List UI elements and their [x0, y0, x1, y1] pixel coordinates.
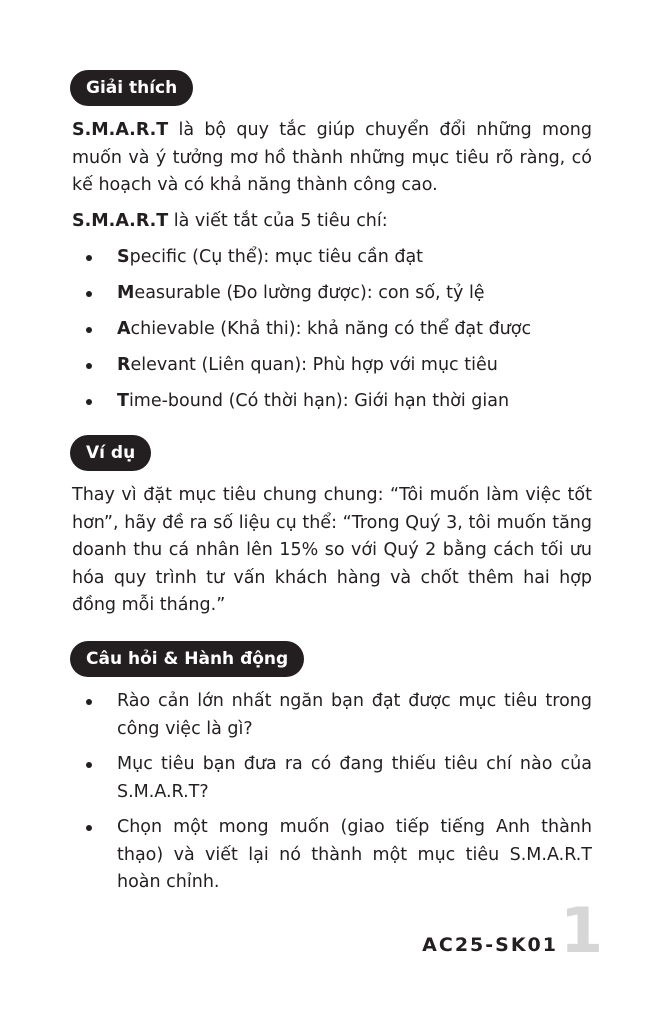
question-text: Mục tiêu bạn đưa ra có đang thiếu tiêu chí nào của S.M.A.R.T?: [117, 754, 592, 802]
bullet-icon: [86, 255, 92, 261]
list-item: [86, 688, 592, 743]
criterion-text: chievable (Khả thi): khả năng có thể đạt được: [130, 319, 532, 339]
bullet-icon: [86, 327, 92, 333]
section-heading-questions: Câu hỏi & Hành động: [70, 641, 304, 677]
criterion-letter: T: [117, 391, 129, 411]
document-code: AC25-SK01: [422, 934, 558, 956]
list-item: [86, 244, 531, 280]
explanation-paragraph: [72, 117, 592, 200]
section-heading-example: Ví dụ: [70, 435, 151, 471]
criteria-intro: [72, 208, 592, 236]
criterion-letter: S: [117, 247, 130, 267]
list-item: [86, 814, 592, 897]
bullet-icon: [86, 399, 92, 405]
question-text: Rào cản lớn nhất ngăn bạn đạt được mục tiêu trong công việc là gì?: [117, 691, 592, 739]
smart-term: S.M.A.R.T: [72, 120, 169, 140]
criterion-text: elevant (Liên quan): Phù hợp với mục tiêu: [130, 355, 498, 375]
criterion-text: pecific (Cụ thể): mục tiêu cần đạt: [129, 247, 424, 267]
smart-term: S.M.A.R.T: [72, 211, 169, 231]
criterion-letter: A: [117, 319, 131, 339]
explanation-text: là bộ quy tắc giúp chuyển đổi những mong muốn và ý tưởng mơ hồ thành những mục tiêu rõ ràng, có kế hoạch và có khả năng thành công cao.: [72, 120, 592, 195]
criteria-intro-text: là viết tắt của 5 tiêu chí:: [168, 211, 388, 231]
example-paragraph: Thay vì đặt mục tiêu chung chung: “Tôi muốn làm việc tốt hơn”, hãy đề ra số liệu cụ thể: “Trong Quý 3, tôi muốn tăng doanh thu cá nhân lên 15% so với Quý 2 bằng cách tối ưu hóa quy trình tư vấn khách hàng và chốt thêm hai hợp đồng mỗi tháng.”: [72, 485, 592, 615]
criterion-text: easurable (Đo lường được): con số, tỷ lệ: [134, 283, 485, 303]
criterion-text: ime-bound (Có thời hạn): Giới hạn thời gian: [128, 391, 510, 411]
section-heading-explanation: Giải thích: [70, 70, 193, 106]
question-text: Chọn một mong muốn (giao tiếp tiếng Anh thành thạo) và viết lại nó thành một mục tiêu S.M.A.R.T hoàn chỉnh.: [117, 817, 592, 892]
list-item: [86, 388, 531, 424]
bullet-icon: [86, 363, 92, 369]
page-number: 1: [560, 894, 604, 967]
bullet-icon: [86, 699, 92, 705]
list-item: [86, 352, 531, 388]
criteria-list: [86, 244, 531, 424]
criterion-letter: R: [117, 355, 131, 375]
bullet-icon: [86, 291, 92, 297]
questions-list: [86, 688, 592, 905]
criterion-letter: M: [117, 283, 135, 303]
list-item: [86, 280, 531, 316]
list-item: [86, 751, 592, 806]
list-item: [86, 316, 531, 352]
bullet-icon: [86, 762, 92, 768]
bullet-icon: [86, 825, 92, 831]
